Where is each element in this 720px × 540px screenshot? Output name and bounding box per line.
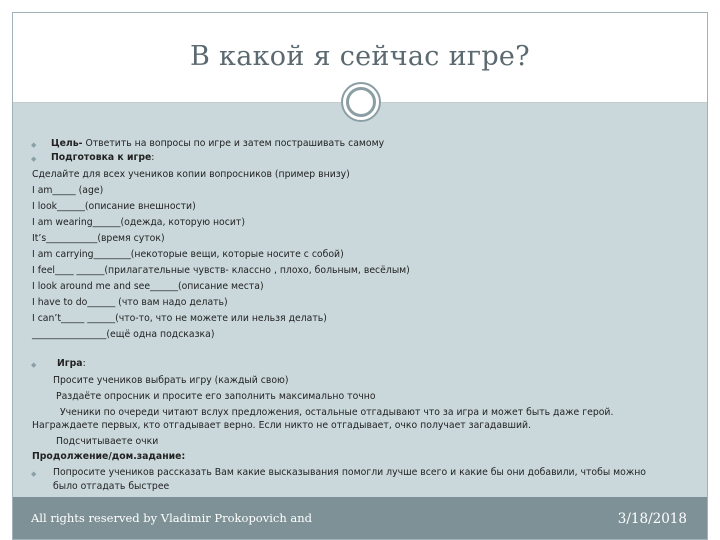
- prep-line: I have to do______ (что вам надо делать): [32, 297, 228, 308]
- game-heading: [57, 358, 86, 369]
- prep-line: ________________(ещё одна подсказка): [32, 329, 215, 340]
- prep-line: I can’t_____ ______(что-то, что не можете или нельзя делать): [32, 313, 327, 324]
- game-suffix: :: [82, 358, 86, 369]
- prep-line: I look______(описание внешности): [32, 201, 196, 212]
- footer-rights: All rights reserved by Vladimir Prokopovich and: [31, 511, 313, 525]
- prep-line: I look around me and see______(описание места): [32, 281, 264, 292]
- game-line: Раздаёте опросник и просите его заполнить максимально точно: [56, 391, 376, 402]
- goal-text: Ответить на вопросы по игре и затем пострашивать самому: [82, 138, 385, 149]
- prep-line: I am wearing______(одежда, которую носит): [32, 217, 245, 228]
- prep-line: It’s___________(время суток): [32, 233, 165, 244]
- goal-line: [51, 138, 384, 149]
- game-line: Подсчитываете очки: [56, 436, 159, 447]
- footer-date: 3/18/2018: [617, 511, 687, 527]
- prep-line: I am_____ (age): [32, 185, 104, 196]
- bullet-icon: ◆: [31, 361, 37, 369]
- game-label: Игра: [57, 358, 83, 369]
- content-area: [13, 103, 707, 497]
- game-line: Просите учеников выбрать игру (каждый свою): [53, 375, 289, 386]
- prep-heading: [51, 152, 154, 163]
- goal-label: Цель-: [51, 138, 83, 149]
- bullet-icon: ◆: [31, 470, 37, 478]
- slide: [12, 12, 708, 540]
- prep-line: I feel____ ______(прилагательные чувств- классно , плохо, больным, весёлым): [32, 265, 410, 276]
- prep-line: Сделайте для всех учеников копии вопросников (пример внизу): [32, 169, 350, 180]
- homework-line: Попросите учеников рассказать Вам какие высказывания помогли лучше всего и какие бы они добавили, чтобы можно: [53, 467, 646, 478]
- prep-suffix: :: [151, 152, 155, 163]
- prep-label: Подготовка к игре: [51, 152, 152, 163]
- slide-title: В какой я сейчас игре?: [190, 41, 530, 72]
- ring-ornament-icon: [341, 82, 381, 122]
- bullet-icon: ◆: [31, 141, 37, 149]
- footer: [13, 497, 707, 540]
- game-line: Награждаете первых, кто отгадывает верно. Если никто не отгадывает, очко получает загадавший.: [32, 420, 532, 431]
- game-line: Ученики по очереди читают вслух предложения, остальные отгадывают что за игра и может быть даже герой.: [60, 407, 614, 418]
- homework-line: было отгадать быстрее: [53, 481, 170, 492]
- bullet-icon: ◆: [31, 155, 37, 163]
- prep-line: I am carrying________(некоторые вещи, которые носите с собой): [32, 249, 344, 260]
- homework-heading: Продолжение/дом.задание:: [32, 451, 186, 462]
